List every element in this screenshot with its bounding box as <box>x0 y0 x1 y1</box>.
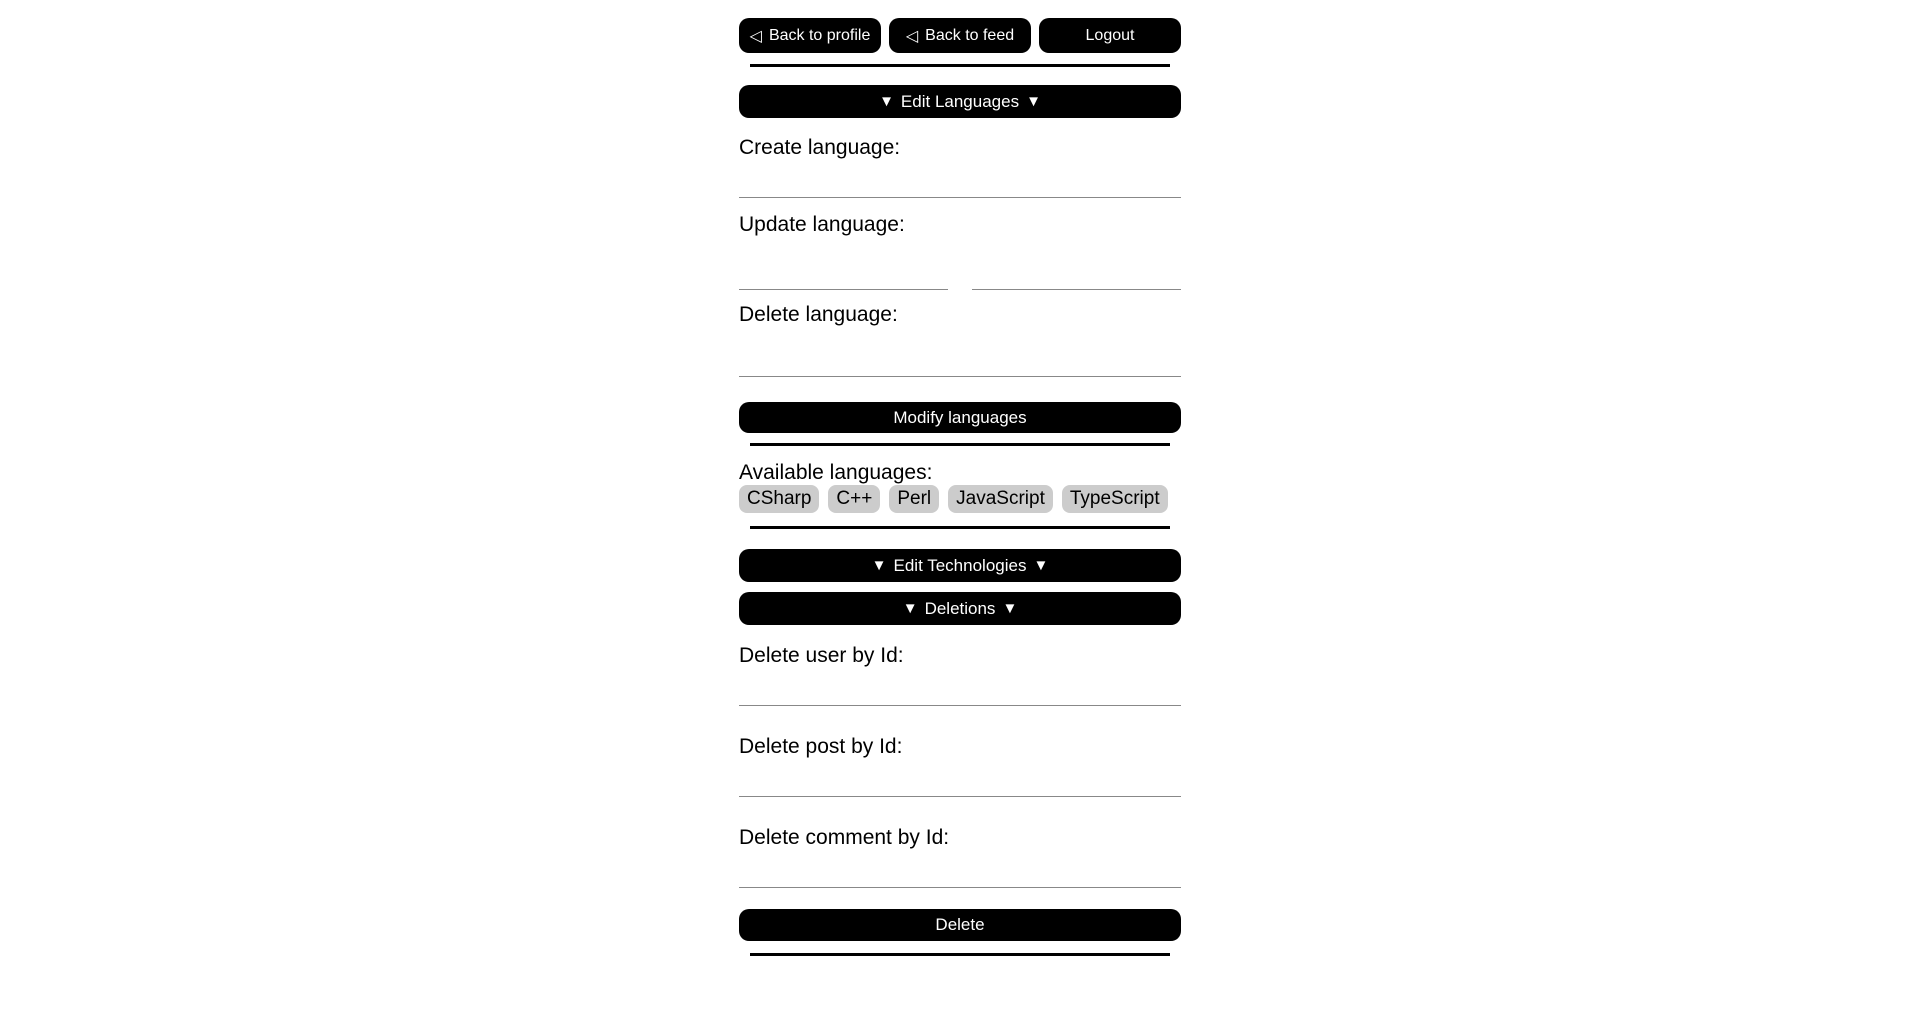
divider <box>750 443 1170 446</box>
language-tag: JavaScript <box>948 485 1053 513</box>
delete-button[interactable] <box>739 909 1181 941</box>
edit-technologies-toggle[interactable] <box>739 549 1181 582</box>
delete-user-id-input[interactable] <box>739 668 1181 706</box>
delete-language-label: Delete language: <box>739 303 898 326</box>
edit-languages-toggle-label: Edit Languages <box>900 91 1020 111</box>
delete-comment-id-label: Delete comment by Id: <box>739 826 950 849</box>
back-triangle-icon: ◁ <box>905 27 919 45</box>
divider <box>750 64 1170 67</box>
content-column <box>739 0 1181 956</box>
caret-down-icon: ▼ <box>1002 600 1018 617</box>
back-to-feed-button[interactable] <box>889 18 1031 53</box>
divider <box>750 953 1170 956</box>
divider <box>750 526 1170 529</box>
caret-down-icon: ▼ <box>871 557 887 574</box>
delete-language-input[interactable] <box>739 339 1181 377</box>
delete-post-id-label: Delete post by Id: <box>739 735 903 758</box>
caret-down-icon: ▼ <box>1033 557 1049 574</box>
update-language-label: Update language: <box>739 213 905 236</box>
back-triangle-icon: ◁ <box>749 27 762 45</box>
available-languages-label: Available languages: <box>739 461 933 484</box>
create-language-label: Create language: <box>739 136 901 159</box>
back-to-profile-button[interactable] <box>739 18 881 53</box>
deletions-toggle[interactable] <box>739 592 1181 625</box>
create-language-input[interactable] <box>739 160 1181 198</box>
language-tag: TypeScript <box>1062 485 1168 513</box>
modify-languages-label: Modify languages <box>893 407 1027 427</box>
delete-user-id-label: Delete user by Id: <box>739 644 904 667</box>
deletions-toggle-label: Deletions <box>924 598 996 618</box>
logout-label: Logout <box>1085 26 1135 44</box>
update-language-to-input[interactable] <box>972 252 1181 290</box>
update-language-from-input[interactable] <box>739 252 948 290</box>
language-tag-list <box>739 485 1181 513</box>
back-to-profile-label: Back to profile <box>768 26 871 44</box>
language-tag: C++ <box>828 485 880 513</box>
back-to-feed-label: Back to feed <box>925 26 1015 44</box>
caret-down-icon: ▼ <box>902 600 918 617</box>
modify-languages-button[interactable] <box>739 402 1181 433</box>
language-tag: CSharp <box>739 485 819 513</box>
edit-technologies-toggle-label: Edit Technologies <box>893 555 1027 575</box>
update-language-row <box>739 252 1181 290</box>
edit-languages-toggle[interactable] <box>739 85 1181 118</box>
delete-button-label: Delete <box>935 915 985 934</box>
language-tag: Perl <box>889 485 939 513</box>
delete-post-id-input[interactable] <box>739 759 1181 797</box>
top-nav <box>739 18 1181 53</box>
caret-down-icon: ▼ <box>879 93 894 110</box>
logout-button[interactable] <box>1039 18 1181 53</box>
caret-down-icon: ▼ <box>1026 93 1041 110</box>
delete-comment-id-input[interactable] <box>739 850 1181 888</box>
